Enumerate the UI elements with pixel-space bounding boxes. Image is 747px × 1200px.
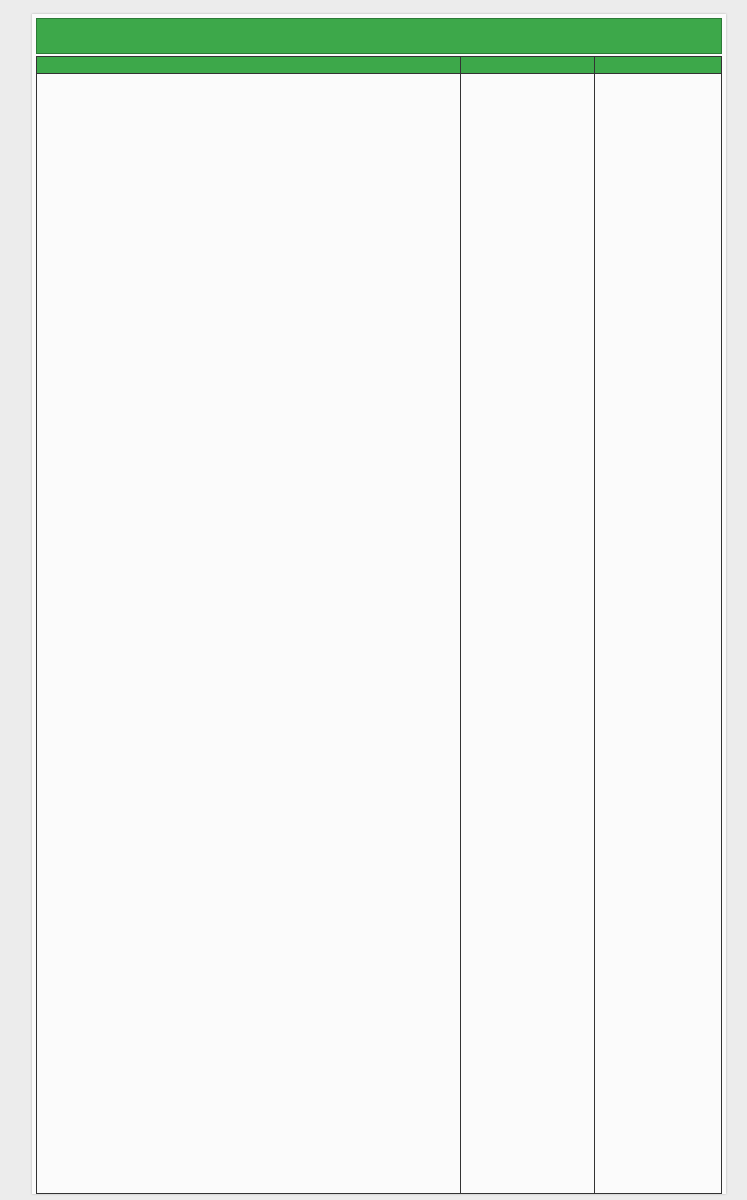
page-title xyxy=(36,18,722,54)
detailed-goals-column xyxy=(37,57,460,1193)
detailed-goals-header xyxy=(37,57,460,74)
sub-goals-column xyxy=(460,57,594,1193)
sub-goals-header xyxy=(461,57,594,74)
document-sheet xyxy=(32,14,726,1194)
general-goals-column xyxy=(594,57,721,1193)
general-goals-header xyxy=(595,57,721,74)
goals-table xyxy=(36,56,722,1194)
